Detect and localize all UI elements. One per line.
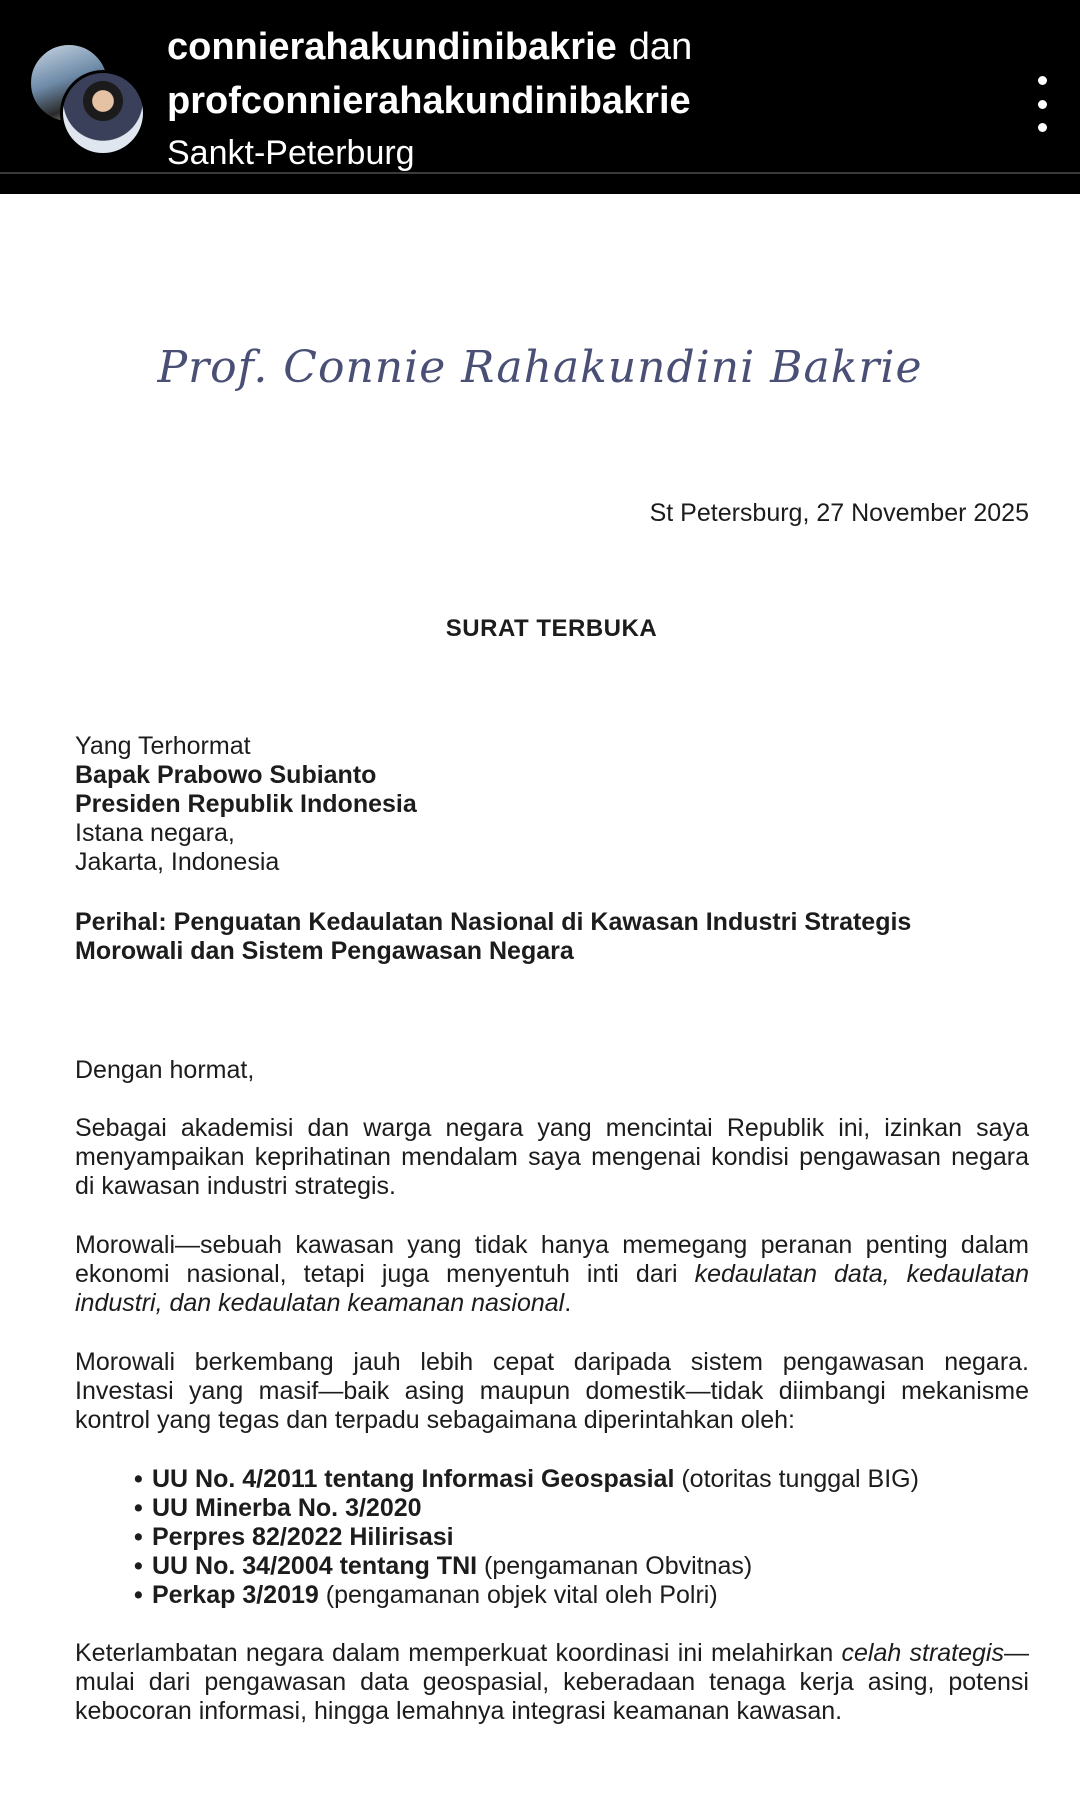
post-header (0, 0, 1080, 190)
paragraph-3: Morowali berkembang jauh lebih cepat daripada sistem pengawasan negara. Investasi yang masif—baik asing maupun domestik—tidak diimbangi mekanisme kontrol yang tegas dan terpadu sebagaimana diperintahkan oleh: (75, 1348, 1029, 1434)
regulation-name: UU Minerba No. 3/2020 (152, 1494, 422, 1522)
header-divider (0, 172, 1080, 174)
paragraph-2-text: Morowali—sebuah kawasan yang tidak hanya memegang peranan penting dalam ekonomi nasional, tetapi juga menyentuh inti dari (75, 1231, 1029, 1288)
paragraph-4-emphasis: celah strategis (841, 1639, 1004, 1667)
list-item (134, 1581, 919, 1610)
collab-avatars[interactable] (28, 42, 146, 154)
account-username-1[interactable]: connierahakundinibakrie (167, 26, 617, 68)
collab-accounts-line (167, 26, 692, 69)
paragraph-4-end: —mulai dari pengawasan data geospasial, keberadaan tenaga kerja asing, potensi kebocoran informasi, hingga lemahnya integrasi keamanan kawasan. (75, 1639, 1029, 1725)
paragraph-4-text: Keterlambatan negara dalam memperkuat koordinasi ini melahirkan (75, 1639, 842, 1667)
recipient-city: Jakarta, Indonesia (75, 848, 280, 876)
paragraph-4 (75, 1639, 1029, 1726)
regulation-name: Perpres 82/2022 Hilirisasi (152, 1523, 454, 1551)
recipient-address (75, 732, 417, 877)
letter-image (0, 194, 1080, 1794)
recipient-place: Istana negara, (75, 819, 235, 847)
regulation-list (134, 1465, 919, 1610)
regulation-name: Perkap 3/2019 (152, 1581, 319, 1609)
regulation-name: UU No. 4/2011 tentang Informasi Geospasial (152, 1465, 675, 1493)
location-tag[interactable]: Sankt-Peterburg (167, 134, 415, 172)
list-item (134, 1523, 919, 1552)
list-item (134, 1494, 919, 1523)
avatar[interactable] (60, 70, 146, 156)
more-options-icon[interactable] (1024, 76, 1060, 132)
recipient-name: Bapak Prabowo Subianto (75, 761, 377, 789)
account-username-2[interactable]: profconnierahakundinibakrie (167, 80, 691, 122)
letter-title: SURAT TERBUKA (445, 615, 658, 642)
paragraph-2-emphasis: kedaulatan data, kedaulatan industri, dan kedaulatan keamanan nasional (75, 1260, 1030, 1317)
paragraph-2-end: . (564, 1289, 572, 1317)
recipient-title: Presiden Republik Indonesia (75, 790, 417, 818)
greeting: Dengan hormat, (75, 1056, 255, 1084)
regulation-name: UU No. 34/2004 tentang TNI (152, 1552, 478, 1580)
list-item (134, 1465, 919, 1494)
regulation-note: (pengamanan objek vital oleh Polri) (325, 1581, 718, 1609)
regulation-note: (pengamanan Obvitnas) (484, 1552, 753, 1580)
list-item (134, 1552, 919, 1581)
date-line: St Petersburg, 27 November 2025 (649, 499, 1029, 527)
collab-connector: dan (628, 26, 693, 68)
subject-line: Perihal: Penguatan Kedaulatan Nasional di Kawasan Industri Strategis Morowali dan Sistem Pengawasan Negara (75, 908, 912, 965)
letterhead: Prof. Connie Rahakundini Bakrie (157, 342, 923, 393)
regulation-note: (otoritas tunggal BIG) (681, 1465, 919, 1493)
paragraph-2 (75, 1231, 1029, 1318)
paragraph-1: Sebagai akademisi dan warga negara yang mencintai Republik ini, izinkan saya menyampaikan keprihatinan mendalam saya mengenai kondisi pengawasan negara di kawasan industri strategis. (75, 1114, 1029, 1200)
salutation: Yang Terhormat (75, 732, 251, 760)
